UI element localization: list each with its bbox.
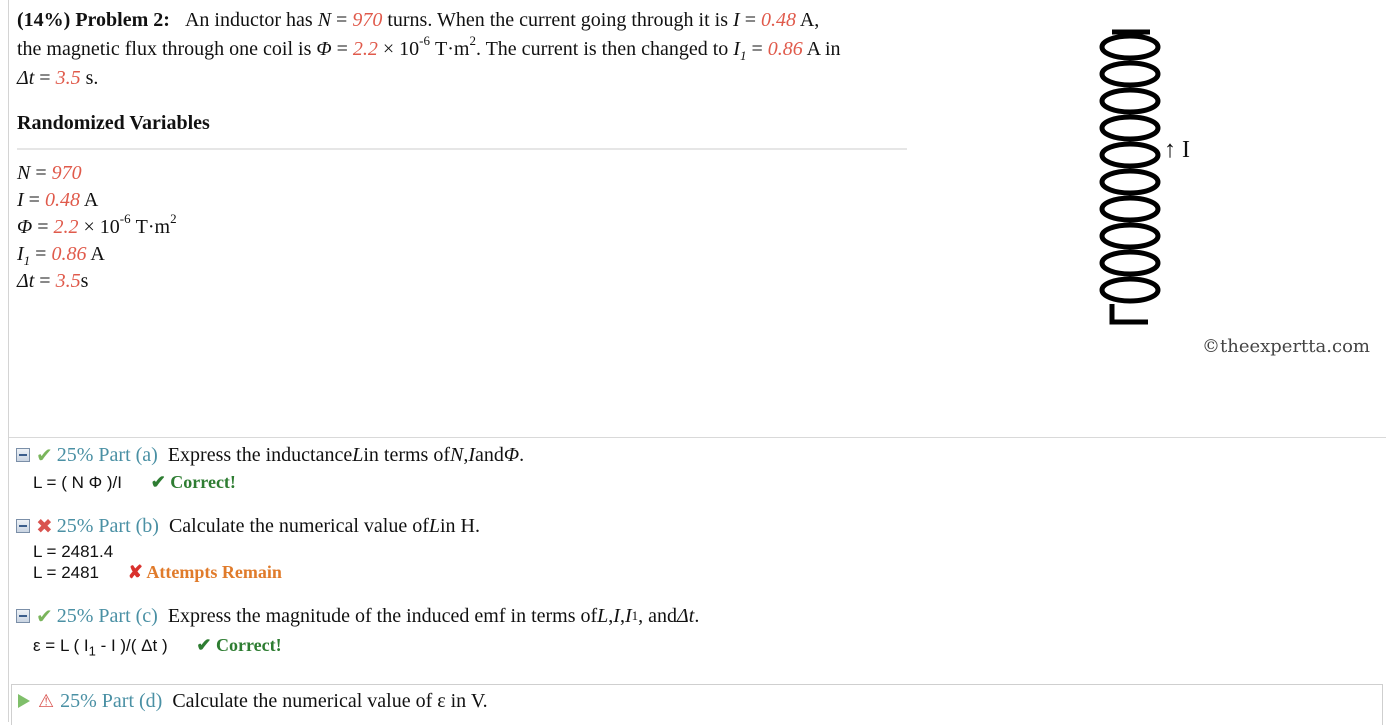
part-a-label: 25% Part (a) [56,443,158,466]
exponent: -6 [119,211,131,227]
equals: = [746,38,768,60]
var-phi-symbol: Φ [316,38,332,60]
unit: A [79,189,99,211]
var-row-phi [17,211,177,241]
var-symbol: I [17,189,24,211]
collapse-icon[interactable] [16,519,30,533]
answer-value: L = 2481 [33,563,100,582]
var-symbol: I [468,443,476,466]
var-dt-symbol: Δt [17,67,35,89]
var-symbol: N [450,443,464,466]
coil-turn [1102,117,1158,139]
divider [9,437,1386,438]
var-row-dt [17,268,177,295]
coil-turn [1102,90,1158,112]
part-a-prompt: in terms of [363,443,450,466]
var-value: 2.2 [53,216,79,238]
expand-arrow-icon[interactable] [18,694,30,708]
part-a-prompt: . [519,443,525,466]
unit: s [80,270,89,292]
var-row-I [17,187,177,214]
coil-turn [1102,252,1158,274]
unit: × 10 [78,216,120,238]
var-phi-value: 2.2 [352,38,378,60]
answer-text: - I )/( Δt ) [95,636,168,655]
copyright-text: ©theexpertta.com [1202,336,1370,357]
answer-value: L = ( N Φ )/I [33,473,122,492]
part-d-label: 25% Part (d) [60,689,163,712]
problem-text: the magnetic flux through one coil is [17,38,317,60]
var-value: 0.86 [51,243,87,265]
part-c-prompt: , [608,604,614,627]
coil-turn [1102,279,1158,301]
var-row-N [17,160,177,187]
part-b-label: 25% Part (b) [56,514,159,537]
current-arrow-label: ↑ I [1164,137,1190,163]
part-b-answer-1 [33,542,137,562]
subscript: 1 [23,253,31,268]
problem-text: . The current is then changed to [475,38,734,60]
correct-status: ✔ Correct! [150,472,236,492]
part-a-header[interactable] [16,441,524,469]
incorrect-icon: ✖ [36,514,53,538]
part-c-prompt: , and [638,604,678,627]
var-value: 0.48 [44,189,80,211]
var-I1-value: 0.86 [767,38,803,60]
unit: T·m [430,38,470,60]
var-symbol: Δt [17,270,35,292]
var-N-value: 970 [352,9,383,31]
problem-text: s. [80,67,99,89]
unit: A, [795,9,820,31]
part-c-answer [33,635,282,659]
equals: = [23,189,45,211]
var-I-symbol: I [733,9,740,31]
exponent: 2 [469,33,476,49]
subscript: 1 [739,48,747,63]
subscript: 1 [88,643,96,659]
equals: = [34,67,56,89]
status-text: Attempts Remain [142,562,282,582]
coil-turn [1102,36,1158,58]
var-symbol: Φ [17,216,33,238]
equals: = [30,162,52,184]
collapse-icon[interactable] [16,609,30,623]
randomized-variables-list [17,160,177,295]
answer-value [33,636,168,659]
var-symbol: I [613,604,620,627]
equals: = [331,9,353,31]
coil-icon [1102,32,1158,322]
answer-text: ε = L ( I [33,636,89,655]
part-d-prompt: Calculate the numerical value of ε in V. [172,689,488,712]
var-I1-symbol: I [733,38,740,60]
var-symbol: N [17,162,31,184]
problem-text: An inductor has [184,9,318,31]
part-b-header[interactable] [16,512,480,540]
coil-turn [1102,144,1158,166]
exponent: -6 [419,33,431,49]
unit: T·m [130,216,171,238]
equals: = [739,9,761,31]
var-symbol: I [17,243,24,265]
problem-text: A in [802,38,841,60]
part-b-prompt: Calculate the numerical value of [168,514,429,537]
var-symbol: Φ [503,443,520,466]
coil-lead-bottom [1112,304,1148,322]
coil-turn [1102,225,1158,247]
problem-heading: (14%) Problem 2: [17,9,170,31]
part-c-prompt: , [619,604,625,627]
part-b-answer-2 [33,562,282,583]
coil-turn [1102,198,1158,220]
var-symbol: L [352,443,364,466]
equals: = [30,243,52,265]
problem-statement [17,6,917,93]
check-icon: ✔ [36,604,53,628]
collapse-icon[interactable] [16,448,30,462]
var-symbol: L [428,514,440,537]
problem-text: turns. When the current going through it is [382,9,734,31]
var-value: 3.5 [55,270,81,292]
randomized-variables-title: Randomized Variables [17,112,210,134]
inductor-coil-figure [1090,22,1380,362]
unit: × 10 [377,38,420,60]
part-c-label: 25% Part (c) [56,604,158,627]
part-c-header[interactable]: ✔ 25% Part (c) Express the magnitude of the induced emf in terms of L , I , I 1 , and Δt . [16,602,699,630]
attempts-remain-status [128,562,282,582]
part-a-answer [33,472,236,493]
var-symbol: Δt [677,604,695,627]
equals: = [331,38,353,60]
part-b-prompt: in H. [439,514,480,537]
equals: = [34,270,56,292]
var-symbol: I [624,604,632,627]
coil-turn [1102,63,1158,85]
answer-value: L = 2481.4 [33,542,114,561]
part-c-prompt: . [694,604,700,627]
coil-turn [1102,171,1158,193]
equals: = [32,216,54,238]
part-a-prompt: Express the inductance [167,443,353,466]
var-N-symbol: N [317,9,332,31]
part-c-prompt: Express the magnitude of the induced emf in terms of [167,604,598,627]
warning-icon: ⚠ [38,690,55,712]
check-icon: ✔ [36,443,53,467]
left-border [8,0,9,722]
x-mark-icon: ✘ [127,562,143,582]
var-symbol: L [597,604,609,627]
divider [17,148,907,150]
var-I-value: 0.48 [760,9,796,31]
var-row-I1 [17,241,177,268]
part-a-prompt: , [463,443,469,466]
exponent: 2 [170,211,177,227]
var-dt-value: 3.5 [55,67,81,89]
correct-status: ✔ Correct! [196,635,282,655]
part-d-header[interactable] [16,687,488,715]
unit: A [86,243,105,265]
part-a-prompt: and [475,443,504,466]
var-value: 970 [51,162,82,184]
